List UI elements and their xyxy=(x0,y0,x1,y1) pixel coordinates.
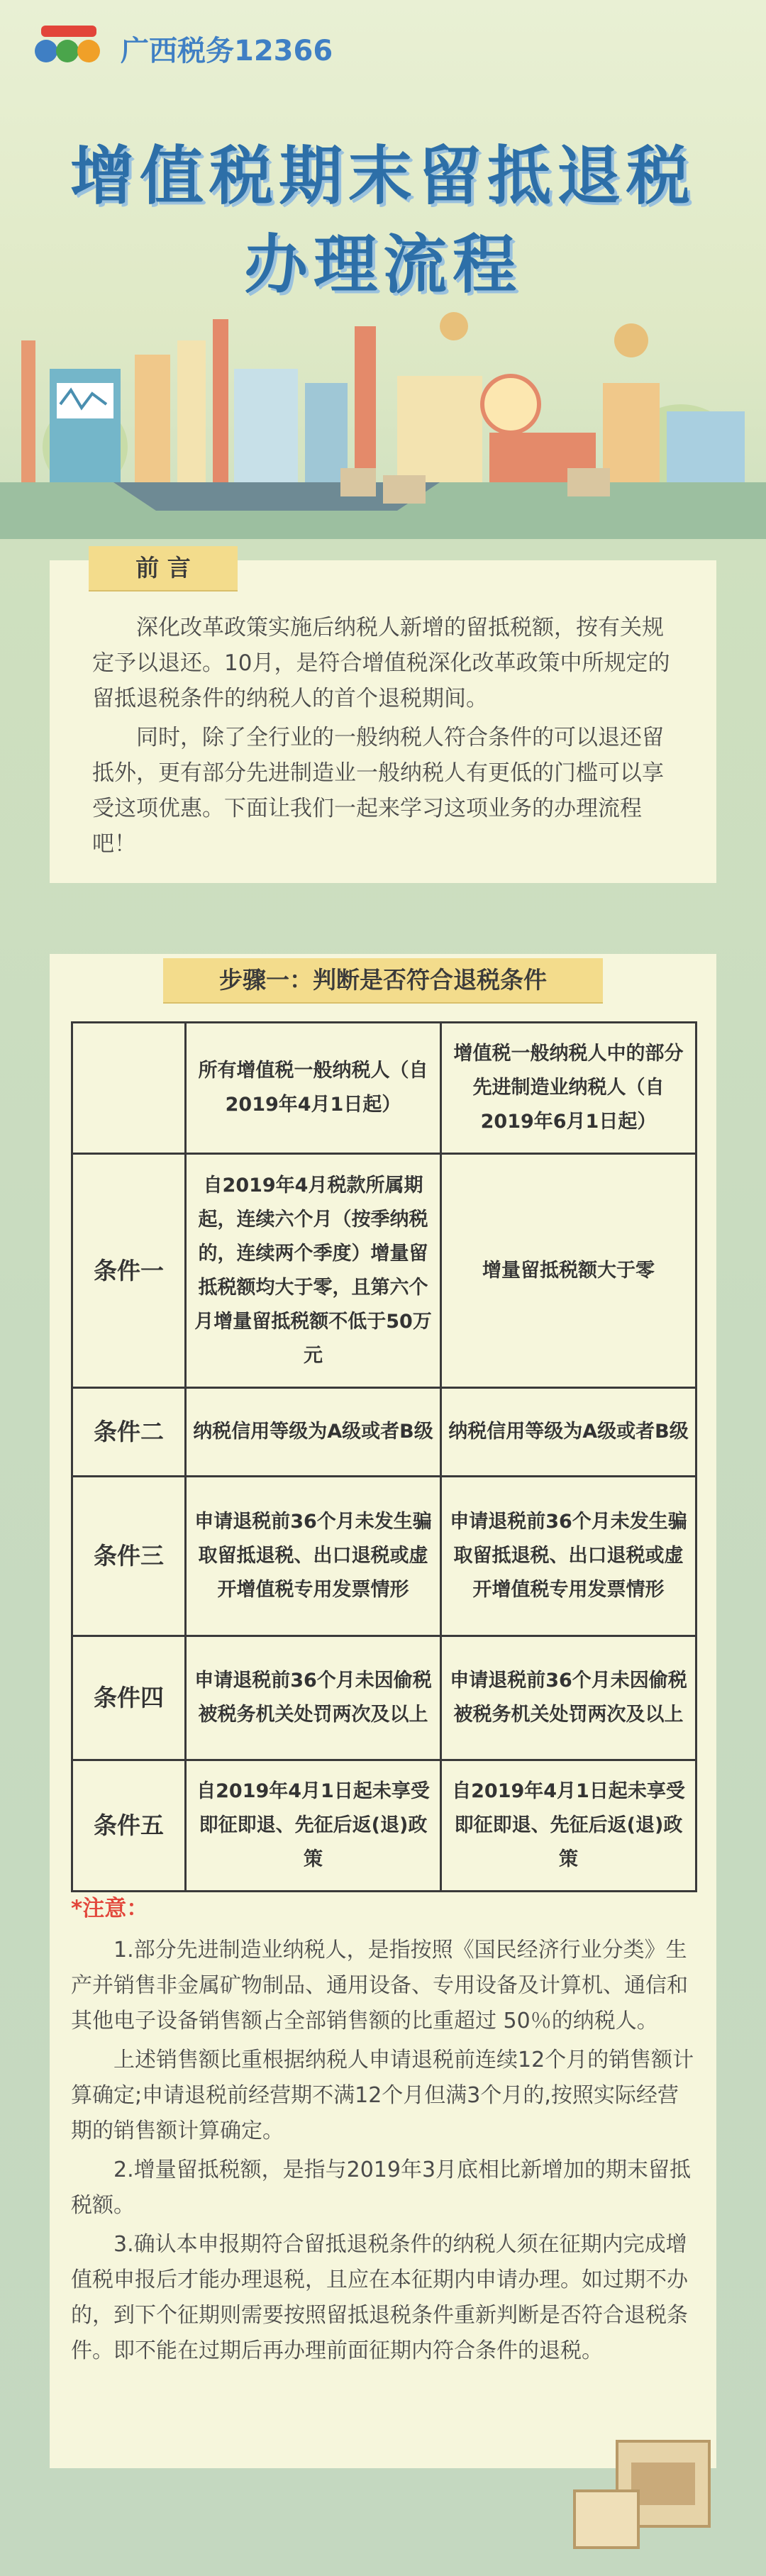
condition-all: 自2019年4月税款所属期起，连续六个月（按季纳税的，连续两个季度）增量留抵税额均大于零，且第六个月增量留抵税额不低于50万元 xyxy=(186,1154,441,1388)
boxes-illustration xyxy=(553,2413,738,2555)
page-title-line1: 增值税期末留抵退税 xyxy=(70,139,696,213)
conditions-table xyxy=(71,1021,697,1892)
table-row xyxy=(72,1154,696,1388)
table-header-row xyxy=(72,1023,696,1154)
condition-name: 条件四 xyxy=(72,1636,186,1760)
note-1-detail: 上述销售额比重根据纳税人申请退税前连续12个月的销售额计算确定;申请退税前经营期不满12个月但满3个月的,按照实际经营期的销售额计算确定。 xyxy=(71,2048,694,2143)
intro-paragraph-2: 同时，除了全行业的一般纳税人符合条件的可以退还留抵外，更有部分先进制造业一般纳税人有更低的门槛可以享受这项优惠。下面让我们一起来学习这项业务的办理流程吧！ xyxy=(92,725,664,857)
step1-panel xyxy=(50,954,716,2468)
condition-manufacturing: 纳税信用等级为A级或者B级 xyxy=(441,1388,696,1477)
page-title-line2: 办理流程 xyxy=(244,228,522,302)
table-header-manufacturing: 增值税一般纳税人中的部分先进制造业纳税人（自2019年6月1日起） xyxy=(441,1023,696,1154)
table-row xyxy=(72,1760,696,1892)
intro-panel xyxy=(50,554,716,883)
table-header-empty xyxy=(72,1023,186,1154)
header-banner xyxy=(0,0,766,539)
condition-manufacturing: 申请退税前36个月未因偷税被税务机关处罚两次及以上 xyxy=(441,1636,696,1760)
intro-paragraph-1: 深化改革政策实施后纳税人新增的留抵税额，按有关规定予以退还。10月，是符合增值税深化改革政策中所规定的留抵退税条件的纳税人的首个退税期间。 xyxy=(92,615,670,711)
table-row xyxy=(72,1636,696,1760)
condition-name: 条件五 xyxy=(72,1760,186,1892)
condition-name: 条件三 xyxy=(72,1477,186,1636)
condition-all: 申请退税前36个月未发生骗取留抵退税、出口退税或虚开增值税专用发票情形 xyxy=(186,1477,441,1636)
condition-all: 申请退税前36个月未因偷税被税务机关处罚两次及以上 xyxy=(186,1636,441,1760)
condition-name: 条件一 xyxy=(72,1154,186,1388)
condition-manufacturing: 增量留抵税额大于零 xyxy=(441,1154,696,1388)
intro-label: 前 言 xyxy=(89,546,238,590)
tax-bureau-logo xyxy=(28,21,113,71)
condition-manufacturing: 自2019年4月1日起未享受即征即退、先征后返(退)政策 xyxy=(441,1760,696,1892)
city-illustration xyxy=(0,298,766,539)
table-header-all-taxpayers: 所有增值税一般纳税人（自2019年4月1日起） xyxy=(186,1023,441,1154)
table-row xyxy=(72,1388,696,1477)
note-1: 1.部分先进制造业纳税人，是指按照《国民经济行业分类》生产并销售非金属矿物制品、通用设备、专用设备及计算机、通信和其他电子设备销售额占全部销售额的比重超过 50％的纳税人。 xyxy=(71,1938,688,2033)
table-row xyxy=(72,1477,696,1636)
condition-name: 条件二 xyxy=(72,1388,186,1477)
notes-title: *注意： xyxy=(71,1896,149,1921)
condition-manufacturing: 申请退税前36个月未发生骗取留抵退税、出口退税或虚开增值税专用发票情形 xyxy=(441,1477,696,1636)
step1-label: 步骤一：判断是否符合退税条件 xyxy=(163,958,603,1002)
note-2: 2.增量留抵税额，是指与2019年3月底相比新增加的期末留抵税额。 xyxy=(71,2158,692,2218)
brand-name: 广西税务12366 xyxy=(121,35,333,67)
note-3: 3.确认本申报期符合留抵退税条件的纳税人须在征期内完成增值税申报后才能办理退税，且应在本征期内申请办理。如过期不办的，到下个征期则需要按照留抵退税条件重新判断是否符合退税条件。即不能在过期后再办理前面征期内符合条件的退税。 xyxy=(71,2232,688,2363)
condition-all: 纳税信用等级为A级或者B级 xyxy=(186,1388,441,1477)
condition-all: 自2019年4月1日起未享受即征即退、先征后返(退)政策 xyxy=(186,1760,441,1892)
